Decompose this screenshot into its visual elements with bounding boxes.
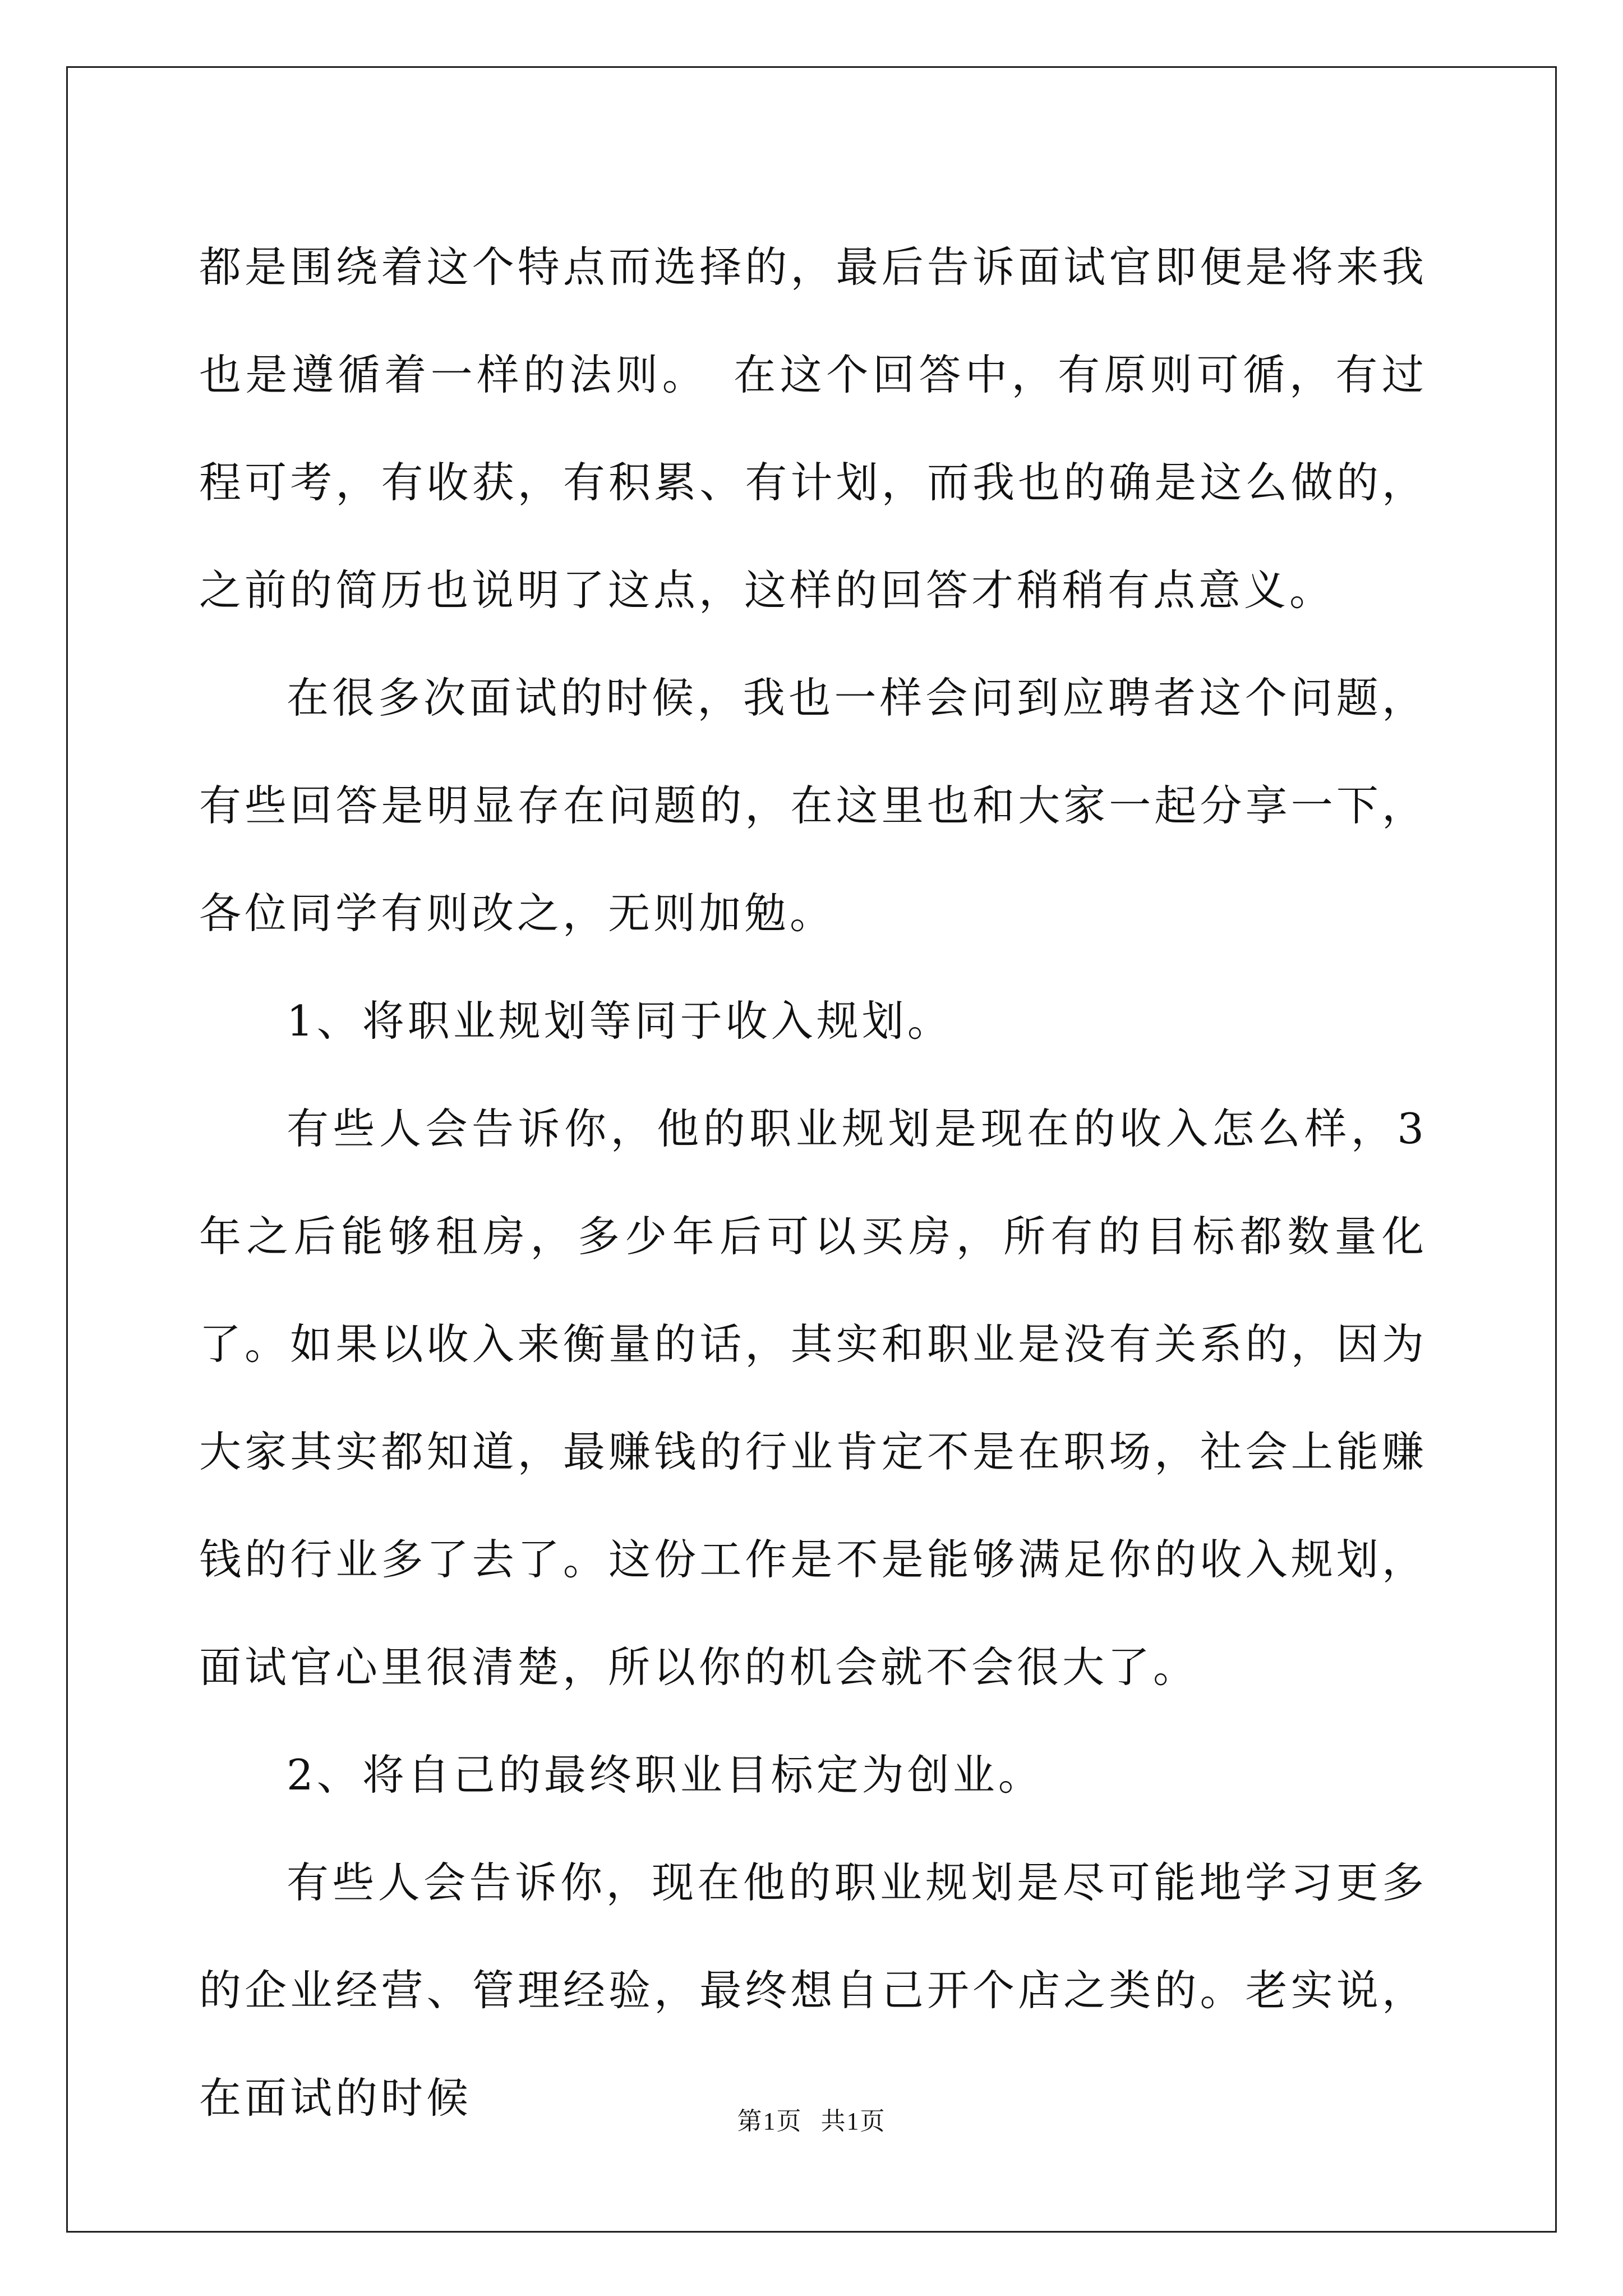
paragraph-6: 有些人会告诉你，现在他的职业规划是尽可能地学习更多的企业经营、管理经验，最终想自己开个店之类的。老实说，在面试的时候 [199, 1858, 1427, 2123]
page-number: 第1页 [737, 2108, 803, 2135]
paragraph-4: 有些人会告诉你，他的职业规划是现在的收入怎么样，3年之后能够租房，多少年后可以买房，所有的目标都数量化了。如果以收入来衡量的话，其实和职业是没有关系的，因为大家其实都知道，最赚钱的行业肯定不是在职场，社会上能赚钱的行业多了去了。这份工作是不是能够满足你的收入规划，面试官心里很清楚，所以你的机会就不会很大了。 [199, 1104, 1427, 1692]
paragraph-3: 1、将职业规划等同于收入规划。 [287, 996, 953, 1046]
page-total: 共1页 [820, 2108, 886, 2135]
paragraph-1: 都是围绕着这个特点而选择的，最后告诉面试官即便是将来我也是遵循着一样的法则。 在这个回答中，有原则可循，有过程可考，有收获，有积累、有计划，而我也的确是这么做的，之前的简历也说明了这点，这样的回答才稍稍有点意义。 [199, 242, 1427, 615]
page-footer [0, 2101, 1623, 2137]
paragraph-2: 在很多次面试的时候，我也一样会问到应聘者这个问题，有些回答是明显存在问题的，在这里也和大家一起分享一下，各位同学有则改之，无则加勉。 [199, 673, 1427, 938]
paragraph-5: 2、将自己的最终职业目标定为创业。 [287, 1750, 1044, 1800]
document-body [199, 213, 1427, 2152]
